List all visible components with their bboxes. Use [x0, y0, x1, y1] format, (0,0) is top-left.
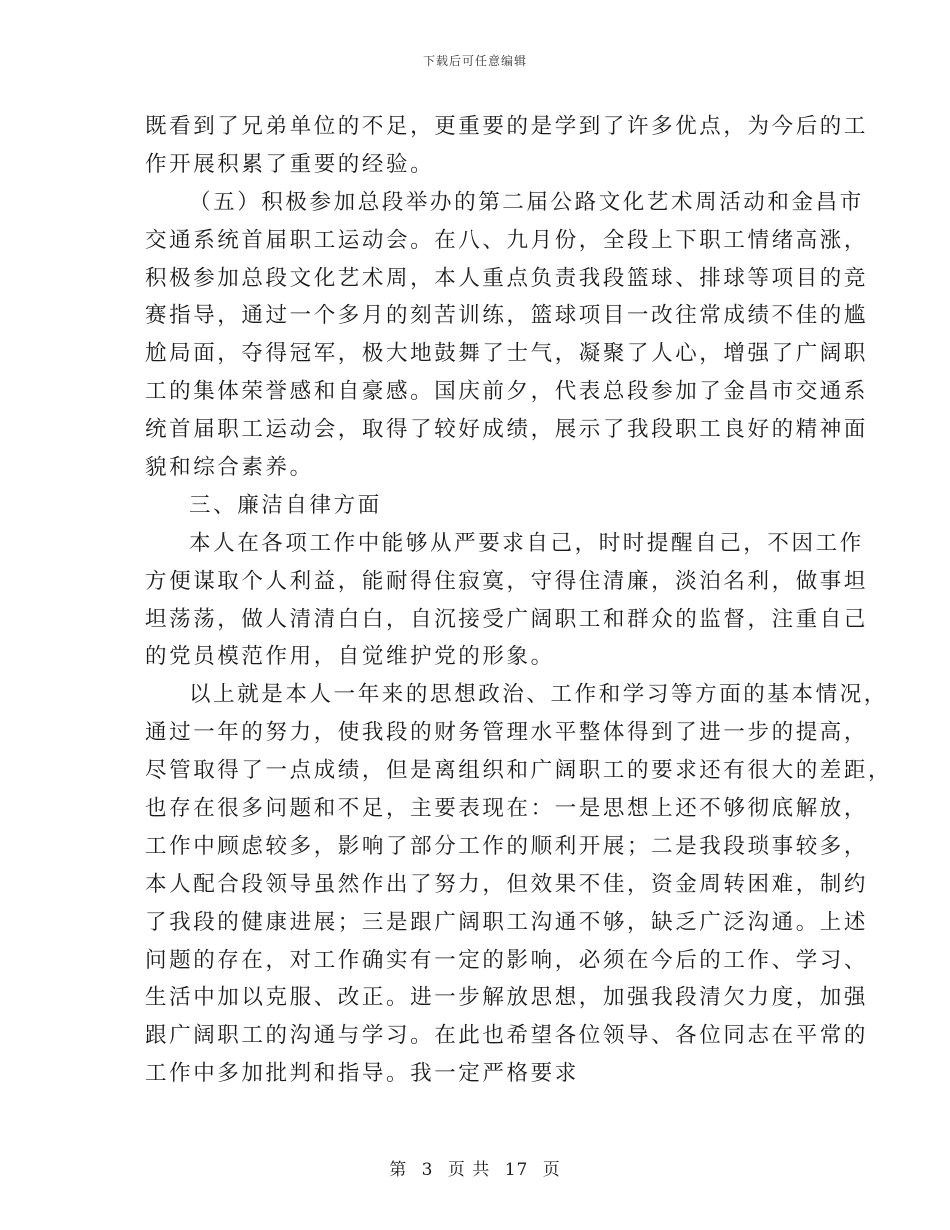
text-line: 以上就是本人一年来的思想政治、工作和学习等方面的基本情况， — [189, 682, 888, 708]
text-line: 通过一年的努力，使我段的财务管理水平整体得到了进一步的提高， — [145, 720, 869, 746]
footer-mid: 页 共 — [447, 1160, 491, 1180]
page-footer — [0, 1155, 950, 1180]
text-line: 方便谋取个人利益，能耐得住寂寞，守得住清廉，淡泊名利，做事坦 — [145, 568, 869, 594]
text-line: 了我段的健康进展；三是跟广阔职工沟通不够，缺乏广泛沟通。上述 — [145, 909, 869, 935]
text-line: 的党员模范作用，自觉维护党的形象。 — [145, 644, 555, 670]
text-line: 工的集体荣誉感和自豪感。国庆前夕，代表总段参加了金昌市交通系 — [145, 379, 869, 405]
text-line: 工作中顾虑较多，影响了部分工作的顺利开展；二是我段琐事较多， — [145, 833, 869, 859]
text-line: 赛指导，通过一个多月的刻苦训练，篮球项目一改往常成绩不佳的尴 — [145, 303, 869, 329]
text-line: 坦荡荡，做人清清白白，自沉接受广阔职工和群众的监督，注重自己 — [145, 606, 869, 632]
text-line: 作开展积累了重要的经验。 — [145, 151, 435, 177]
text-line: 积极参加总段文化艺术周，本人重点负责我段篮球、排球等项目的竞 — [145, 265, 869, 291]
text-line: 本人在各项工作中能够从严要求自己，时时提醒自己，不因工作 — [189, 530, 864, 556]
footer-page-number: 3 — [421, 1160, 434, 1180]
page-header-note: 下载后可任意编辑 — [422, 54, 527, 68]
text-line: 跟广阔职工的沟通与学习。在此也希望各位领导、各位同志在平常的 — [145, 1023, 869, 1049]
footer-total-pages: 17 — [504, 1160, 529, 1180]
text-line: 本人配合段领导虽然作出了努力，但效果不佳，资金周转困难，制约 — [145, 871, 869, 897]
footer-suffix: 页 — [542, 1160, 561, 1180]
text-line: 也存在很多问题和不足，主要表现在：一是思想上还不够彻底解放， — [145, 796, 869, 822]
text-line: 问题的存在，对工作确实有一定的影响，必须在今后的工作、学习、 — [145, 947, 869, 973]
document-body — [145, 108, 893, 1093]
text-line: 尬局面，夺得冠军，极大地鼓舞了士气，凝聚了人心，增强了广阔职 — [145, 341, 869, 367]
text-line: 貌和综合素养。 — [145, 455, 314, 481]
text-line: 工作中多加批判和指导。我一定严格要求 — [145, 1061, 579, 1087]
text-line: 既看到了兄弟单位的不足，更重要的是学到了许多优点，为今后的工 — [145, 114, 869, 139]
text-line: 生活中加以克服、改正。进一步解放思想，加强我段清欠力度，加强 — [145, 985, 869, 1011]
text-line: （五）积极参加总段举办的第二届公路文化艺术周活动和金昌市 — [189, 189, 864, 215]
text-line: 尽管取得了一点成绩，但是离组织和广阔职工的要求还有很大的差距， — [145, 758, 893, 784]
text-line: 三、廉洁自律方面 — [189, 492, 382, 518]
text-line: 统首届职工运动会，取得了较好成绩，展示了我段职工良好的精神面 — [145, 417, 869, 443]
text-line: 交通系统首届职工运动会。在八、九月份，全段上下职工情绪高涨， — [145, 227, 869, 253]
footer-prefix: 第 — [389, 1160, 408, 1180]
